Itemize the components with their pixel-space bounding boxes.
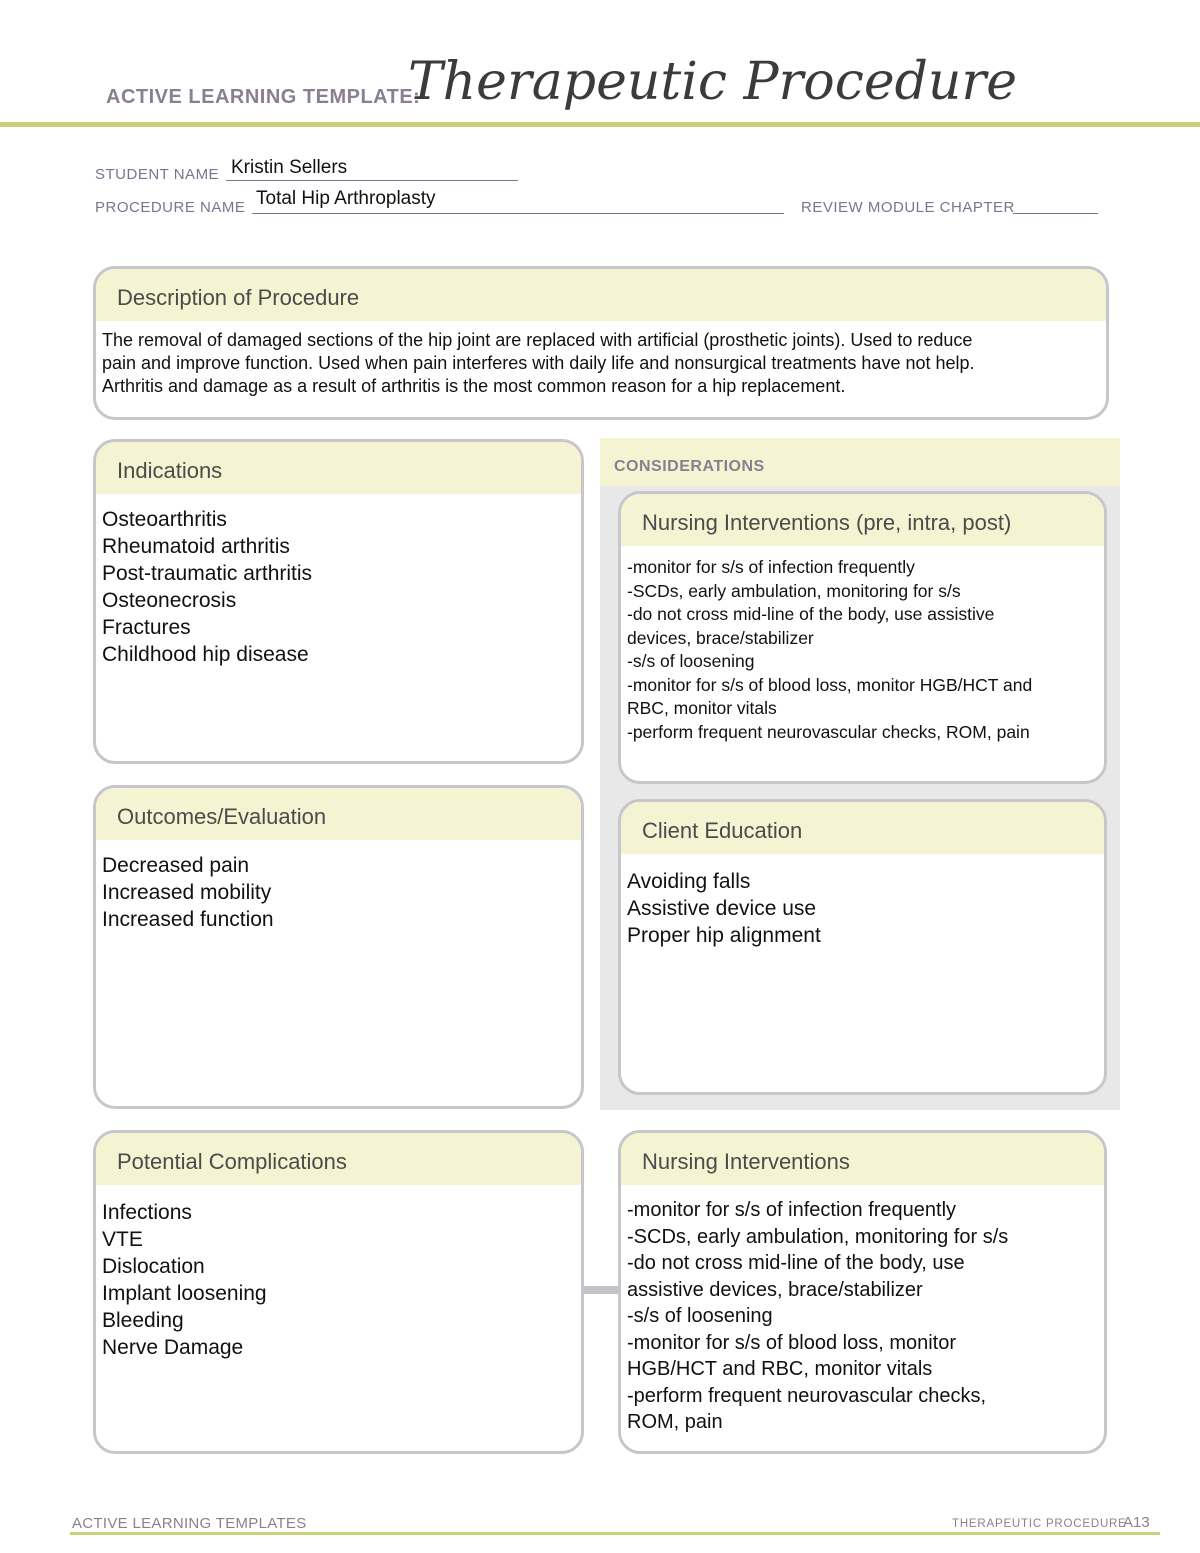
list-item: assistive devices, brace/stabilizer [627, 1278, 923, 1301]
complications-body[interactable] [96, 1185, 581, 1361]
outcomes-body[interactable] [96, 840, 581, 933]
list-item: Increased function [102, 908, 274, 931]
list-item: HGB/HCT and RBC, monitor vitals [627, 1358, 933, 1380]
nursing-pre-heading: Nursing Interventions (pre, intra, post) [621, 494, 1104, 546]
nursing-interventions-heading: Nursing Interventions [621, 1133, 1104, 1185]
list-item: -s/s of loosening [627, 1305, 773, 1327]
client-education-heading: Client Education [621, 802, 1104, 854]
list-item: ROM, pain [627, 1411, 723, 1433]
procedure-name-line [252, 213, 784, 214]
list-item: -do not cross mid-line of the body, use assistive [627, 604, 995, 624]
list-item: RBC, monitor vitals [627, 698, 777, 718]
list-item: Osteoarthritis [102, 508, 227, 531]
student-name-field[interactable]: Kristin Sellers [231, 157, 348, 178]
list-item: Rheumatoid arthritis [102, 535, 290, 558]
list-item: Nerve Damage [102, 1336, 244, 1359]
list-item: Osteonecrosis [102, 589, 237, 612]
footer-right-label: THERAPEUTIC PROCEDURE [952, 1518, 1127, 1530]
list-item: Avoiding falls [627, 870, 751, 893]
list-item: Dislocation [102, 1255, 205, 1278]
list-item: -monitor for s/s of infection frequently [627, 1199, 957, 1221]
description-line: Arthritis and damage as a result of arthritis is the most common reason for a hip replacement. [102, 376, 846, 396]
footer-left-label: ACTIVE LEARNING TEMPLATES [72, 1515, 307, 1532]
procedure-name-label: PROCEDURE NAME [95, 199, 246, 216]
header-divider [0, 122, 1200, 127]
list-item: -SCDs, early ambulation, monitoring for s/s [627, 580, 961, 601]
list-item: VTE [102, 1228, 143, 1251]
description-box [93, 266, 1109, 420]
template-label: ACTIVE LEARNING TEMPLATE: [106, 86, 421, 108]
student-name-label: STUDENT NAME [95, 166, 220, 183]
nursing-pre-intra-post-box [618, 491, 1107, 784]
list-item: -monitor for s/s of infection frequently [627, 557, 915, 577]
list-item: Proper hip alignment [627, 924, 821, 947]
list-item: Decreased pain [102, 854, 250, 877]
description-line: The removal of damaged sections of the hip joint are replaced with artificial (prosthetic joints). Used to reduce [102, 330, 973, 350]
list-item: devices, brace/stabilizer [627, 627, 814, 648]
complications-box [93, 1130, 584, 1454]
list-item: Infections [102, 1201, 192, 1224]
indications-box [93, 439, 584, 764]
indications-heading: Indications [96, 442, 581, 494]
review-module-label: REVIEW MODULE CHAPTER [801, 199, 1015, 216]
student-name-line [226, 180, 518, 181]
page-number: A13 [1123, 1514, 1150, 1531]
considerations-label: CONSIDERATIONS [614, 458, 765, 475]
list-item: Bleeding [102, 1309, 184, 1332]
page-title: Therapeutic Procedure [408, 52, 1017, 112]
client-education-body[interactable] [621, 854, 1104, 949]
description-line: pain and improve function. Used when pain interferes with daily life and nonsurgical treatments have not help. [102, 353, 975, 373]
list-item: Assistive device use [627, 897, 817, 920]
client-education-box [618, 799, 1107, 1095]
list-item: -perform frequent neurovascular checks, [627, 1384, 987, 1407]
review-module-field[interactable] [1013, 213, 1098, 214]
footer-divider [70, 1532, 1160, 1535]
list-item: Implant loosening [102, 1282, 267, 1305]
nursing-interventions-box [618, 1130, 1107, 1454]
box-connector [583, 1286, 621, 1294]
description-body[interactable] [96, 321, 1106, 398]
indications-body[interactable] [96, 494, 581, 668]
list-item: Childhood hip disease [102, 643, 309, 666]
list-item: Fractures [102, 616, 191, 639]
list-item: Increased mobility [102, 881, 272, 904]
list-item: Post-traumatic arthritis [102, 562, 313, 585]
list-item: -monitor for s/s of blood loss, monitor [627, 1331, 957, 1354]
description-heading: Description of Procedure [96, 269, 1106, 321]
nursing-interventions-body[interactable] [621, 1185, 1104, 1436]
list-item: -perform frequent neurovascular checks, ROM, pain [627, 721, 1030, 742]
list-item: -monitor for s/s of blood loss, monitor HGB/HCT and [627, 674, 1033, 695]
outcomes-heading: Outcomes/Evaluation [96, 788, 581, 840]
outcomes-box [93, 785, 584, 1109]
list-item: -SCDs, early ambulation, monitoring for s/s [627, 1225, 1009, 1248]
complications-heading: Potential Complications [96, 1133, 581, 1185]
list-item: -s/s of loosening [627, 651, 755, 671]
list-item: -do not cross mid-line of the body, use [627, 1252, 965, 1274]
procedure-name-field[interactable]: Total Hip Arthroplasty [256, 188, 436, 209]
nursing-pre-body[interactable] [621, 546, 1104, 744]
